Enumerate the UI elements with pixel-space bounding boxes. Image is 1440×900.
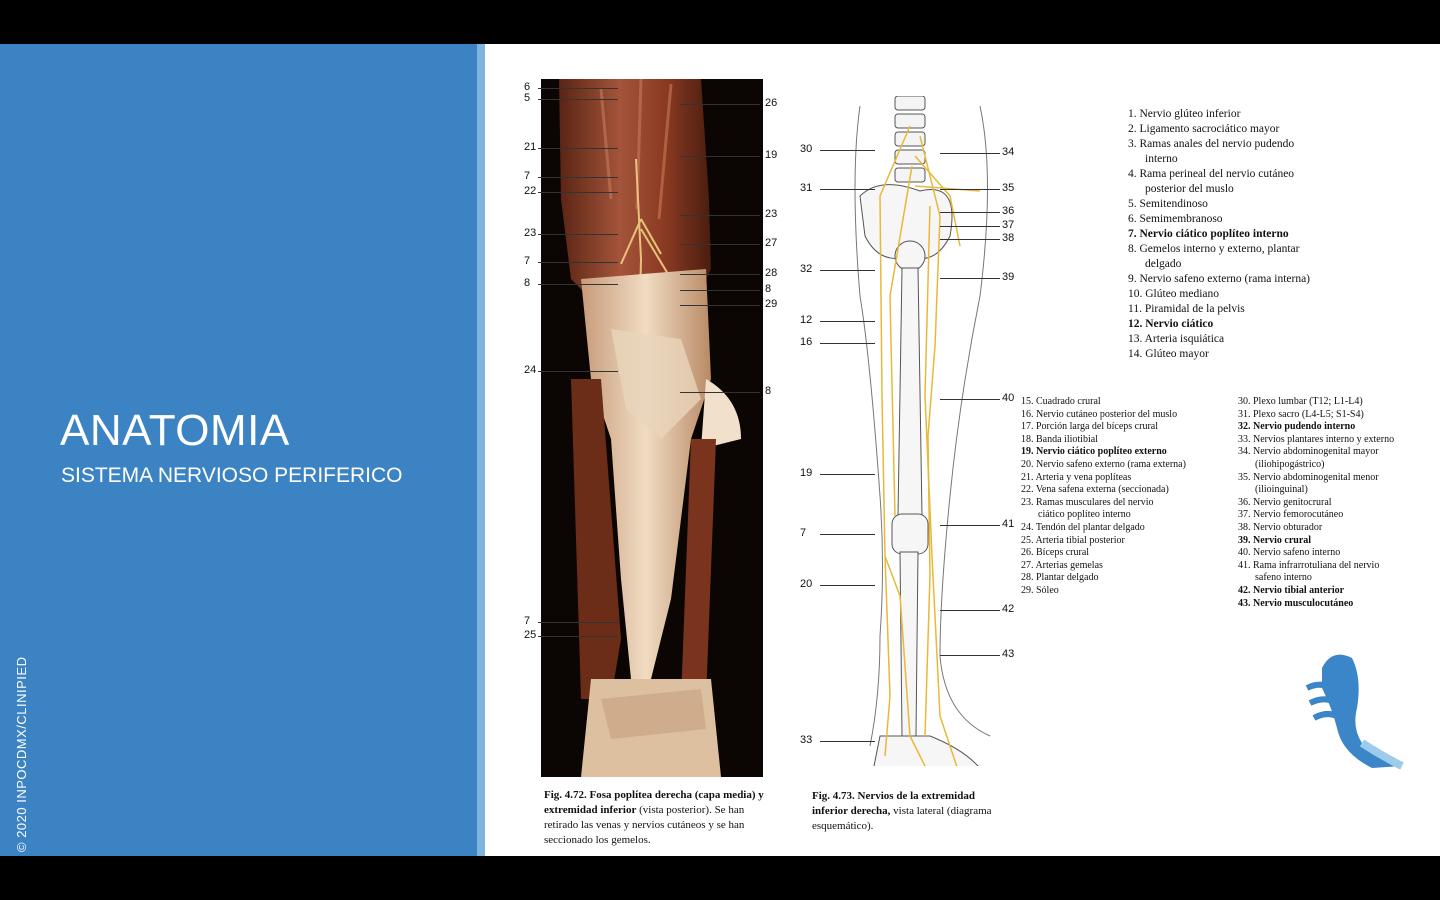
fig1-callout-28: 28	[765, 267, 778, 279]
fig2-leader-line	[820, 189, 875, 190]
legend-mid-item: 18. Banda iliotibial	[1021, 433, 1098, 445]
popliteal-fossa-photo	[541, 79, 763, 777]
legend-top-item: 8. Gemelos interno y externo, plantar	[1128, 243, 1300, 255]
slide	[0, 44, 1440, 856]
fig2-leader-line	[820, 270, 875, 271]
legend-top-item: 9. Nervio safeno externo (rama interna)	[1128, 273, 1311, 285]
letterbox-bottom	[0, 856, 1440, 900]
legend-mid-item: 29. Sóleo	[1021, 584, 1059, 596]
fig1-callout-26: 26	[765, 97, 778, 109]
legend-top-item: 4. Rama perineal del nervio cutáneo	[1128, 168, 1295, 180]
fig1-callout-8: 8	[524, 277, 531, 289]
legend-mid-item: 23. Ramas musculares del nervio	[1021, 496, 1154, 508]
fig2-callout-43: 43	[1002, 648, 1015, 660]
fig1-leader-line	[538, 177, 618, 178]
legend-top-item: 1. Nervio glúteo inferior	[1128, 108, 1241, 120]
fig1-leader-line	[538, 262, 618, 263]
legend-right-item: 34. Nervio abdominogenital mayor	[1238, 446, 1379, 458]
legend-right-item: 42. Nervio tibial anterior	[1238, 584, 1345, 596]
fig2-callout-34: 34	[1002, 146, 1015, 158]
copyright-text: © 2020 INPOCDMX/CLINIPIED	[14, 656, 29, 852]
fig1-callout-21: 21	[524, 141, 537, 153]
fig2-callout-42: 42	[1002, 603, 1015, 615]
nerve-diagram	[840, 96, 1000, 766]
figure2-caption	[812, 789, 992, 834]
figure1-caption-text: (vista posterior). Se han retirado las venas y nervios cutáneos y se han seccionado los gemelos.	[544, 804, 745, 846]
legend-mid-item: 16. Nervio cutáneo posterior del muslo	[1021, 408, 1178, 420]
fig1-callout-24: 24	[524, 364, 537, 376]
legend-right-item: 38. Nervio obturador	[1238, 521, 1323, 533]
fig2-leader-line	[940, 153, 1000, 154]
figure1-caption-bold: Fig. 4.72. Fosa poplítea derecha (capa media) y extremidad inferior	[544, 789, 764, 816]
legend-top-item: 5. Semitendinoso	[1128, 198, 1208, 210]
fig1-callout-8: 8	[765, 385, 772, 397]
legend-right	[1238, 396, 1394, 610]
fig1-callout-27: 27	[765, 237, 778, 249]
fig2-leader-line	[820, 741, 875, 742]
legend-mid-item: 17. Porción larga del bíceps crural	[1021, 421, 1158, 433]
fig1-leader-line	[680, 290, 760, 291]
fig2-callout-7: 7	[800, 527, 807, 539]
fig2-callout-36: 36	[1002, 205, 1015, 217]
fig1-leader-line	[680, 392, 760, 393]
legend-top-item: 12. Nervio ciático	[1128, 318, 1214, 330]
fig1-callout-7: 7	[524, 615, 531, 627]
legend-mid-item: ciático poplíteo interno	[1038, 509, 1131, 521]
fig1-leader-line	[680, 305, 760, 306]
fig1-callout-6: 6	[524, 81, 531, 93]
legend-mid-item: 22. Vena safena externa (seccionada)	[1021, 484, 1169, 496]
fig2-leader-line	[940, 278, 1000, 279]
legend-top-item: 3. Ramas anales del nervio pudendo	[1128, 138, 1295, 150]
fig1-callout-29: 29	[765, 298, 778, 310]
fig1-leader-line	[538, 99, 618, 100]
legend-right-item: (ilioinguinal)	[1255, 484, 1308, 496]
fig1-leader-line	[680, 104, 760, 105]
legend-right-item: 31. Plexo sacro (L4-L5; S1-S4)	[1238, 408, 1364, 420]
fig2-leader-line	[820, 534, 875, 535]
fig2-callout-39: 39	[1002, 271, 1015, 283]
fig1-callout-25: 25	[524, 629, 537, 641]
fig1-leader-line	[538, 284, 618, 285]
fig1-leader-line	[680, 244, 760, 245]
fig2-callout-16: 16	[800, 336, 813, 348]
fig2-callout-35: 35	[1002, 182, 1015, 194]
legend-right-item: 35. Nervio abdominogenital menor	[1238, 471, 1379, 483]
fig2-leader-line	[940, 226, 1000, 227]
figure1-caption	[544, 788, 766, 848]
fig2-callout-37: 37	[1002, 219, 1015, 231]
fig2-leader-line	[940, 525, 1000, 526]
legend-top-item: posterior del muslo	[1145, 183, 1234, 195]
legend-mid-item: 28. Plantar delgado	[1021, 572, 1099, 584]
fig2-callout-40: 40	[1002, 392, 1015, 404]
legend-mid-item: 26. Bíceps crural	[1021, 547, 1090, 559]
accent-stripe	[477, 44, 485, 856]
fig1-callout-22: 22	[524, 185, 537, 197]
leg-dissection-image	[541, 79, 763, 777]
legend-mid-item: 15. Cuadrado crural	[1021, 396, 1101, 407]
fig1-leader-line	[680, 274, 760, 275]
legend-mid	[1021, 396, 1186, 598]
fig2-callout-19: 19	[800, 467, 813, 479]
legend-top-item: 11. Piramidal de la pelvis	[1128, 303, 1245, 315]
legend-right-item: (iliohipogástrico)	[1255, 458, 1325, 470]
legend-right-item: 30. Plexo lumbar (T12; L1-L4)	[1238, 396, 1363, 407]
fig1-leader-line	[538, 371, 618, 372]
fig2-leader-line	[940, 189, 1000, 190]
fig2-leader-line	[940, 399, 1000, 400]
letterbox-top	[0, 0, 1440, 44]
fig2-callout-12: 12	[800, 314, 813, 326]
fig2-callout-38: 38	[1002, 232, 1015, 244]
legend-top-item: 7. Nervio ciático poplíteo interno	[1128, 228, 1289, 240]
fig1-leader-line	[538, 234, 618, 235]
legend-right-item: 33. Nervios plantares interno y externo	[1238, 433, 1395, 445]
fig1-callout-7: 7	[524, 255, 531, 267]
title-panel	[0, 44, 477, 856]
slide-title: ANATOMIA	[60, 406, 290, 455]
winged-foot-logo	[1302, 648, 1406, 770]
fig1-leader-line	[538, 192, 618, 193]
fig1-leader-line	[680, 156, 760, 157]
fig1-callout-23: 23	[524, 227, 537, 239]
fig1-callout-23: 23	[765, 208, 778, 220]
legend-mid-item: 20. Nervio safeno externo (rama externa)	[1021, 458, 1186, 470]
fig2-leader-line	[820, 321, 875, 322]
legend-top	[1128, 107, 1310, 362]
legend-top-item: 2. Ligamento sacrociático mayor	[1128, 123, 1280, 135]
legend-top-item: 6. Semimembranoso	[1128, 213, 1223, 225]
fig1-leader-line	[538, 88, 618, 89]
fig2-callout-31: 31	[800, 182, 813, 194]
fig1-callout-5: 5	[524, 92, 531, 104]
fig2-leader-line	[940, 212, 1000, 213]
fig2-callout-20: 20	[800, 578, 813, 590]
fig1-leader-line	[680, 215, 760, 216]
legend-mid-item: 27. Arterias gemelas	[1021, 559, 1103, 571]
legend-top-item: 10. Glúteo mediano	[1128, 288, 1220, 300]
legend-mid-item: 21. Arteria y vena poplíteas	[1021, 471, 1132, 483]
legend-top-item: 13. Arteria isquiática	[1128, 333, 1225, 345]
figure2-caption-text: vista lateral (diagrama esquemático).	[812, 805, 992, 832]
legend-mid-item: 19. Nervio ciático poplíteo externo	[1021, 446, 1167, 458]
fig1-callout-8: 8	[765, 283, 772, 295]
legend-right-item: 36. Nervio genitocrural	[1238, 496, 1332, 508]
legend-right-item: safeno interno	[1255, 572, 1312, 584]
legend-right-item: 37. Nervio femorocutáneo	[1238, 509, 1344, 521]
legend-top-item: 14. Glúteo mayor	[1128, 348, 1209, 360]
legend-right-item: 32. Nervio pudendo interno	[1238, 421, 1356, 433]
fig2-callout-32: 32	[800, 263, 813, 275]
fig1-leader-line	[538, 622, 618, 623]
fig2-callout-30: 30	[800, 143, 813, 155]
legend-top-item: delgado	[1145, 258, 1182, 270]
fig1-callout-19: 19	[765, 149, 778, 161]
legend-right-item: 39. Nervio crural	[1238, 534, 1312, 546]
legend-top-item: interno	[1145, 153, 1178, 165]
fig2-leader-line	[940, 655, 1000, 656]
legend-right-item: 43. Nervio musculocutáneo	[1238, 597, 1354, 609]
fig2-leader-line	[940, 610, 1000, 611]
fig2-leader-line	[820, 585, 875, 586]
fig2-leader-line	[820, 343, 875, 344]
legend-mid-item: 24. Tendón del plantar delgado	[1021, 521, 1145, 533]
fig1-leader-line	[538, 636, 618, 637]
fig1-leader-line	[538, 148, 618, 149]
fig2-leader-line	[820, 150, 875, 151]
legend-right-item: 41. Rama infrarrotuliana del nervio	[1238, 559, 1380, 571]
fig1-callout-7: 7	[524, 170, 531, 182]
fig2-leader-line	[940, 239, 1000, 240]
legend-right-item: 40. Nervio safeno interno	[1238, 547, 1341, 559]
figure2-caption-bold: Fig. 4.73. Nervios de la extremidad inferior derecha,	[812, 790, 975, 817]
fig2-callout-41: 41	[1002, 518, 1015, 530]
fig2-leader-line	[820, 474, 875, 475]
slide-subtitle: SISTEMA NERVIOSO PERIFERICO	[61, 464, 403, 487]
legend-mid-item: 25. Arteria tibial posterior	[1021, 534, 1125, 546]
fig2-callout-33: 33	[800, 734, 813, 746]
